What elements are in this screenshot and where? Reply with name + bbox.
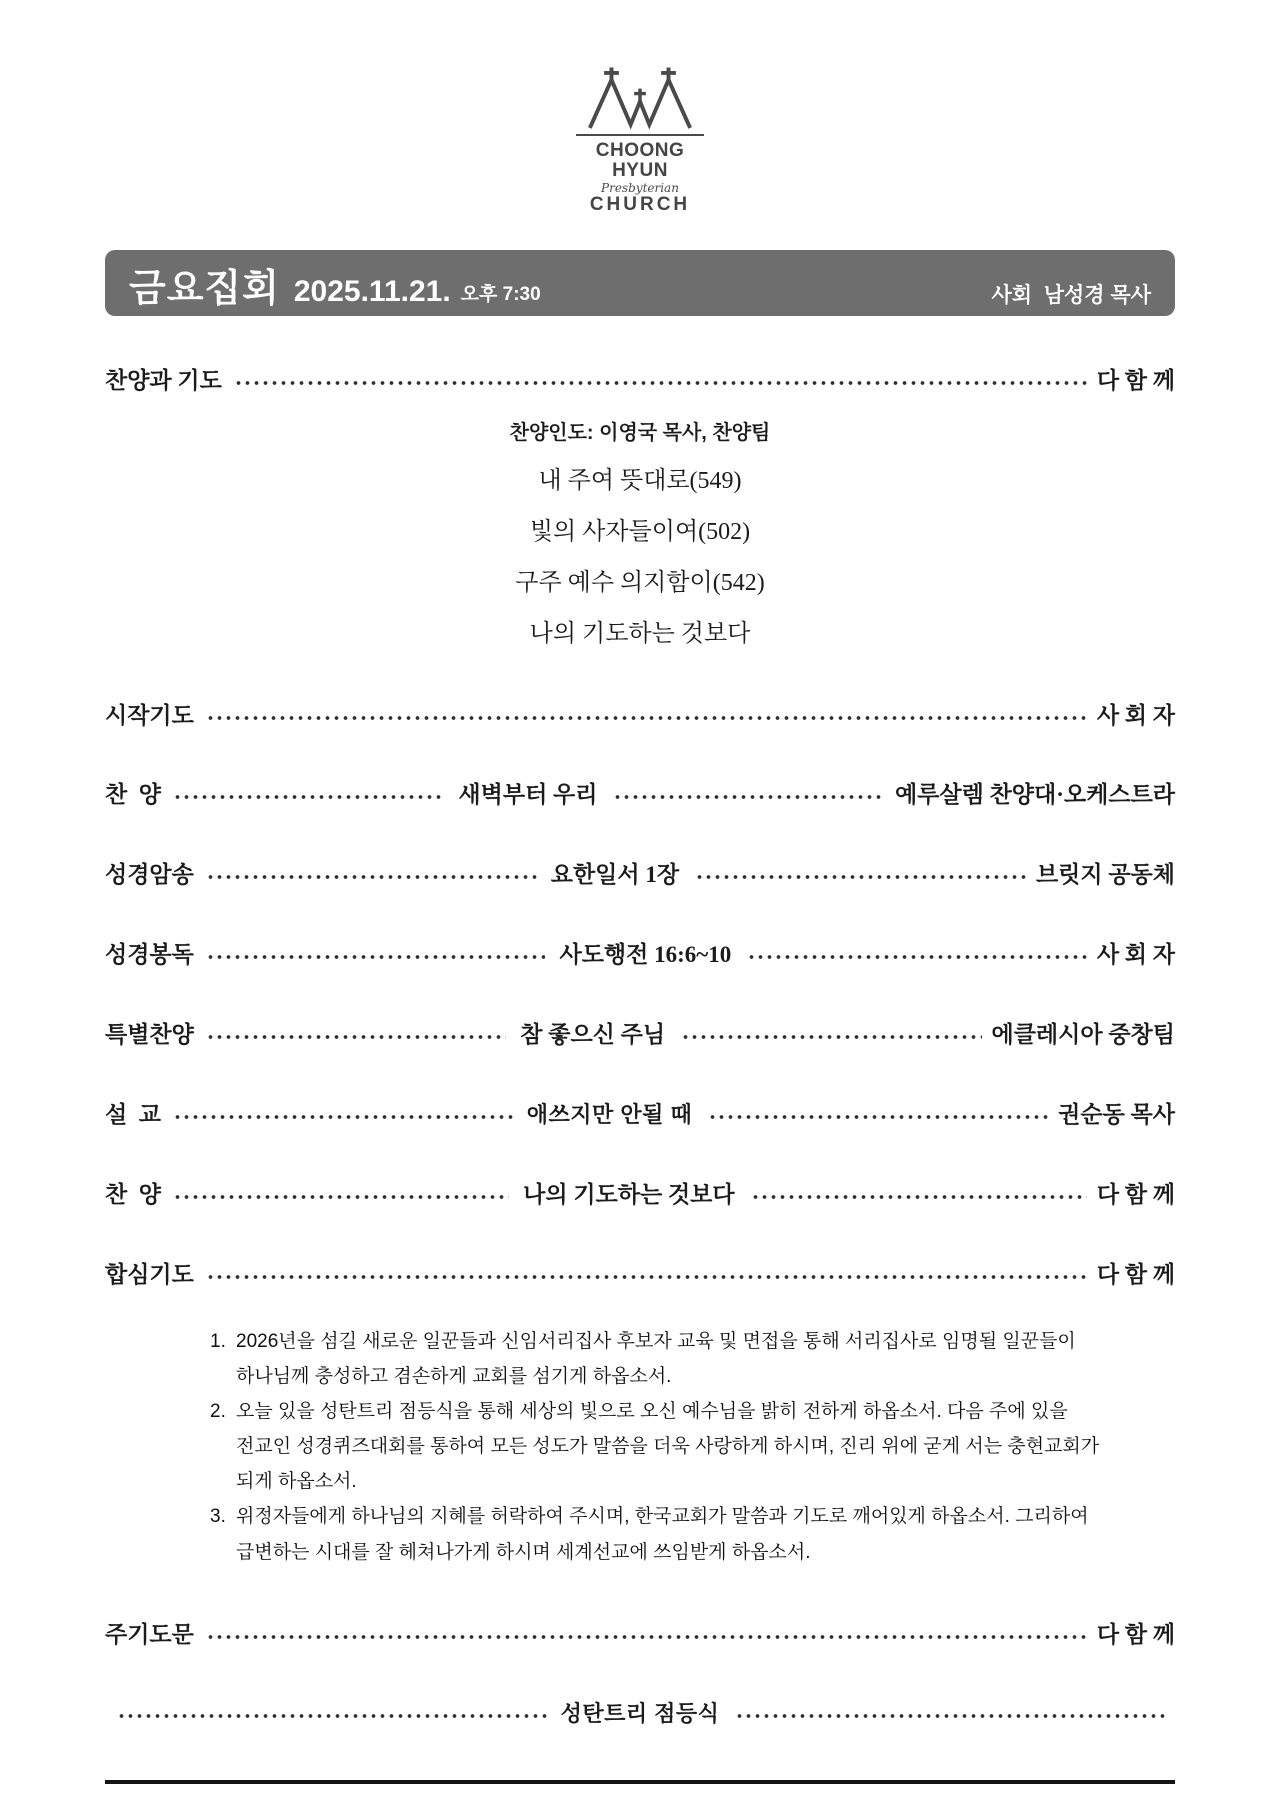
praise-leader: 찬양인도: 이영국 목사, 찬양팀 [509,421,771,444]
song-title: 빛의 사자들이여(502) [529,519,751,546]
order-row [105,701,1175,731]
order-item-label: 특별찬양 [105,1022,194,1048]
event-title: 성탄트리 점등식 [560,1700,720,1726]
order-row [105,940,1175,970]
order-item-title: 나의 기도하는 것보다 [523,1181,735,1207]
order-item-label: 시작기도 [105,702,194,728]
prayer-item [105,1324,1175,1359]
order-item-title: 요한일서 1장 [550,862,680,888]
order-item-person: 다 함 께 [1096,1621,1175,1647]
order-item-label: 설 교 [105,1102,161,1128]
order-item-label: 찬 양 [105,782,161,808]
song-list [105,420,1175,651]
three-crosses-icon [581,66,699,130]
dot-leader [171,1114,513,1120]
order-item-label: 찬 양 [105,1181,161,1207]
prayer-number: 1. [210,1330,226,1352]
dot-leader [204,954,546,960]
order-item-title: 사도행전 16:6~10 [559,942,732,968]
dot-leader [204,1634,1087,1640]
prayer-text-continued: 급변하는 시대를 잘 헤쳐나가게 하시며 세계선교에 쓰임받게 하옵소서. [236,1541,811,1563]
order-row [105,860,1175,890]
service-header-bar [105,250,1175,316]
order-item-title: 참 좋으신 주님 [520,1022,666,1048]
order-row [105,1100,1175,1130]
prayer-text: 위정자들에게 하나님의 지혜를 허락하여 주시며, 한국교회가 말씀과 기도로 깨어있게 하옵소서. 그리하여 [236,1506,1089,1528]
dot-leader [749,1194,1087,1200]
order-item-label: 찬양과 기도 [105,367,222,393]
dot-leader [611,794,884,800]
dot-leader [232,380,1087,386]
dot-leader [115,1713,547,1719]
order-row [105,1620,1175,1650]
church-word: CHURCH [589,194,691,216]
prayer-text-continued: 전교인 성경퀴즈대회를 통하여 모든 성도가 말씀을 더욱 사랑하게 하시며, 진리 위에 굳게 서는 충현교회가 [236,1436,1100,1458]
prayer-item [105,1499,1175,1534]
prayer-text: 2026년을 섬길 새로운 일꾼들과 신임서리집사 후보자 교육 및 면접을 통해 서리집사로 임명될 일꾼들이 [236,1330,1076,1352]
dot-leader [204,1274,1087,1280]
dot-leader [204,1034,506,1040]
order-of-service [105,366,1175,1728]
dot-leader [745,954,1087,960]
logo-divider [576,134,704,136]
song-title: 내 주여 뜻대로(549) [538,467,742,494]
order-row [105,366,1175,396]
prayer-text-continued: 되게 하옵소서. [236,1471,357,1493]
order-item-person: 다 함 께 [1096,1181,1175,1207]
bottom-divider [105,1780,1175,1784]
prayer-number: 3. [210,1506,226,1528]
order-item-person: 브릿지 공동체 [1035,862,1175,888]
service-moderator: 사회 남성경 목사 [991,283,1151,307]
song-title: 나의 기도하는 것보다 [529,621,751,648]
dot-leader [693,874,1026,880]
order-item-label: 성경봉독 [105,942,194,968]
order-row [105,780,1175,810]
order-item-label: 성경암송 [105,862,194,888]
church-logo [105,0,1175,216]
order-item-title: 새벽부터 우리 [458,782,598,808]
order-row [105,1020,1175,1050]
order-row [105,1180,1175,1210]
dot-leader [171,794,444,800]
order-item-label: 주기도문 [105,1621,194,1647]
prayer-text: 오늘 있을 성탄트리 점등식을 통해 세상의 빛으로 오신 예수님을 밝히 전하게 하옵소서. 다음 주에 있을 [236,1401,1068,1422]
church-denomination: Presbyterian [601,180,679,195]
dot-leader [706,1114,1048,1120]
service-date: 2025.11.21. [293,274,451,308]
order-item-person: 권순동 목사 [1058,1102,1175,1128]
order-item-person: 예루살렘 찬양대·오케스트라 [894,782,1176,808]
service-time: 오후 7:30 [460,284,541,306]
prayer-topics [105,1324,1175,1570]
dot-leader [171,1194,509,1200]
prayer-item [105,1394,1175,1429]
song-title: 구주 예수 의지함이(542) [515,570,765,597]
order-center-row [105,1700,1175,1729]
order-item-title: 애쓰지만 안될 때 [526,1102,693,1128]
order-item-person: 에클레시아 중창팀 [991,1022,1175,1048]
dot-leader [204,874,537,880]
service-title: 금요집회 [129,267,280,310]
order-item-label: 합심기도 [105,1261,194,1287]
order-row [105,1260,1175,1290]
order-item-person: 사 회 자 [1096,942,1175,968]
order-item-person: 사 회 자 [1096,702,1175,728]
dot-leader [204,715,1087,721]
prayer-text-continued: 하나님께 충성하고 겸손하게 교회를 섬기게 하옵소서. [236,1365,672,1387]
order-item-person: 다 함 께 [1096,367,1175,393]
dot-leader [733,1713,1165,1719]
order-item-person: 다 함 께 [1096,1261,1175,1287]
prayer-number: 2. [210,1401,226,1422]
church-name: CHOONG HYUN [595,140,685,181]
dot-leader [679,1034,981,1040]
